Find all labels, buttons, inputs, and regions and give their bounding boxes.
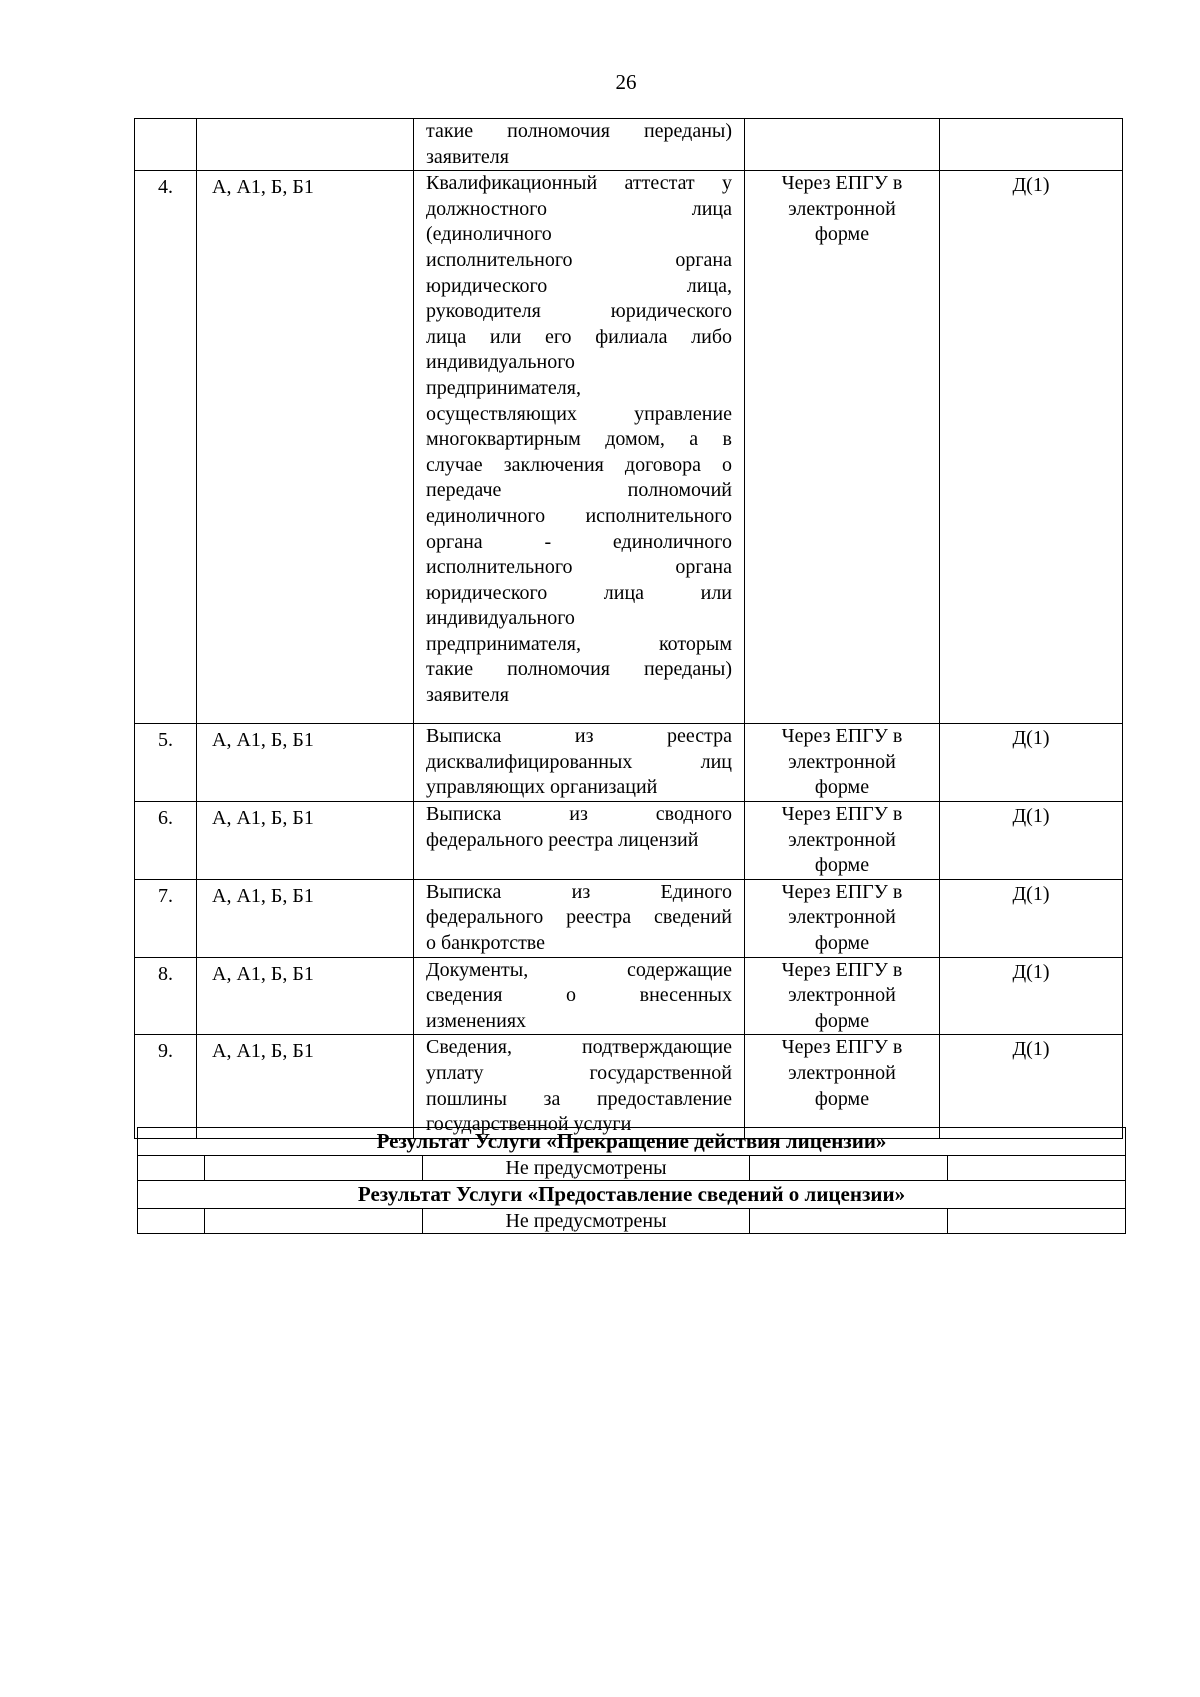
page-number: 26 (615, 70, 637, 94)
row-number: 8. (135, 957, 197, 1035)
empty-cell (138, 1156, 205, 1181)
row-categories: А, А1, Б, Б1 (197, 801, 414, 879)
document-line: управляющих организаций (426, 776, 658, 799)
row-categories: А, А1, Б, Б1 (197, 171, 414, 724)
row-number: 9. (135, 1035, 197, 1138)
row-categories (197, 119, 414, 171)
document-line: федерального реестра лицензий (426, 828, 699, 851)
document-line: должностного лица (426, 197, 732, 220)
row-code: Д(1) (940, 801, 1123, 879)
row-code: Д(1) (940, 1035, 1123, 1138)
empty-cell (205, 1156, 423, 1181)
document-line: осуществляющих управление (426, 402, 732, 425)
row-number: 5. (135, 724, 197, 802)
document-line: Сведения, подтверждающие (426, 1036, 732, 1059)
document-line: Документы, содержащие (426, 958, 732, 981)
table-row (135, 1035, 1123, 1138)
document-line: случае заключения договора о (426, 453, 732, 476)
document-line: исполнительного органа (426, 556, 732, 579)
row-document (414, 957, 745, 1035)
row-code (940, 119, 1123, 171)
row-method: Через ЕПГУ в электронной форме (745, 724, 940, 802)
row-number (135, 119, 197, 171)
table-row (135, 801, 1123, 879)
document-line: многоквартирным домом, а в (426, 428, 732, 451)
document-line: руководителя юридического (426, 300, 732, 323)
document-line: государственной услуги (426, 1113, 632, 1136)
document-line: индивидуального (426, 607, 575, 630)
row-code: Д(1) (940, 171, 1123, 724)
row-number: 4. (135, 171, 197, 724)
row-method: Через ЕПГУ в электронной форме (745, 801, 940, 879)
document-line: такие полномочия переданы) (426, 120, 732, 142)
section-note-row (138, 1209, 1126, 1234)
table-row (135, 957, 1123, 1035)
document-line: Квалификационный аттестат у (426, 172, 732, 195)
results-table (137, 1127, 1126, 1234)
row-document (414, 1035, 745, 1138)
row-code: Д(1) (940, 879, 1123, 957)
empty-cell (750, 1209, 948, 1234)
document-line: пошлины за предоставление (426, 1087, 732, 1110)
empty-cell (138, 1209, 205, 1234)
empty-cell (750, 1156, 948, 1181)
table-row (135, 879, 1123, 957)
document-line: органа - единоличного (426, 530, 732, 553)
row-categories: А, А1, Б, Б1 (197, 724, 414, 802)
document-line: федерального реестра сведений (426, 906, 732, 929)
row-number: 6. (135, 801, 197, 879)
document-line: сведения о внесенных (426, 984, 732, 1007)
row-categories: А, А1, Б, Б1 (197, 1035, 414, 1138)
row-document (414, 724, 745, 802)
document-line: о банкротстве (426, 931, 546, 954)
document-line: предпринимателя, (426, 376, 581, 399)
section-heading-row (138, 1181, 1126, 1209)
document-line: (единоличного (426, 223, 552, 246)
row-document (414, 879, 745, 957)
row-method: Через ЕПГУ в электронной форме (745, 1035, 940, 1138)
row-method (745, 119, 940, 171)
row-categories: А, А1, Б, Б1 (197, 879, 414, 957)
row-code: Д(1) (940, 957, 1123, 1035)
document-line: исполнительного органа (426, 248, 732, 271)
row-code: Д(1) (940, 724, 1123, 802)
row-number: 7. (135, 879, 197, 957)
document-line: передаче полномочий (426, 479, 732, 502)
section-note: Не предусмотрены (423, 1209, 750, 1234)
document-line: уплату государственной (426, 1061, 732, 1084)
documents-table-body (135, 119, 1123, 1139)
row-document (414, 801, 745, 879)
row-categories: А, А1, Б, Б1 (197, 957, 414, 1035)
document-line: такие полномочия переданы) (426, 658, 732, 681)
documents-table (134, 118, 1123, 1139)
document-line: Выписка из сводного (426, 802, 732, 825)
row-method: Через ЕПГУ в электронной форме (745, 957, 940, 1035)
document-line: юридического лица, (426, 274, 732, 297)
document-line: предпринимателя, которым (426, 632, 732, 655)
document-line: изменениях (426, 1009, 527, 1032)
document-line: юридического лица или (426, 581, 732, 604)
table-row (135, 171, 1123, 724)
document-line: индивидуального (426, 351, 575, 374)
section-note: Не предусмотрены (423, 1156, 750, 1181)
document-line: лица или его филиала либо (426, 325, 732, 348)
empty-cell (948, 1209, 1126, 1234)
section-heading: Результат Услуги «Прекращение действия лицензии» (138, 1128, 1126, 1156)
document-line: заявителя (426, 684, 509, 707)
empty-cell (948, 1156, 1126, 1181)
document-line: дисквалифицированных лиц (426, 750, 732, 773)
row-method: Через ЕПГУ в электронной форме (745, 171, 940, 724)
row-document (414, 171, 745, 724)
section-heading: Результат Услуги «Предоставление сведений о лицензии» (138, 1181, 1126, 1209)
table-row (135, 724, 1123, 802)
empty-cell (205, 1209, 423, 1234)
row-document (414, 119, 745, 171)
document-line: Выписка из реестра (426, 725, 732, 748)
document-line: единоличного исполнительного (426, 504, 732, 527)
document-line: заявителя (426, 145, 509, 168)
section-heading-row (138, 1128, 1126, 1156)
table-row (135, 119, 1123, 171)
section-note-row (138, 1156, 1126, 1181)
document-line: Выписка из Единого (426, 880, 732, 903)
row-method: Через ЕПГУ в электронной форме (745, 879, 940, 957)
